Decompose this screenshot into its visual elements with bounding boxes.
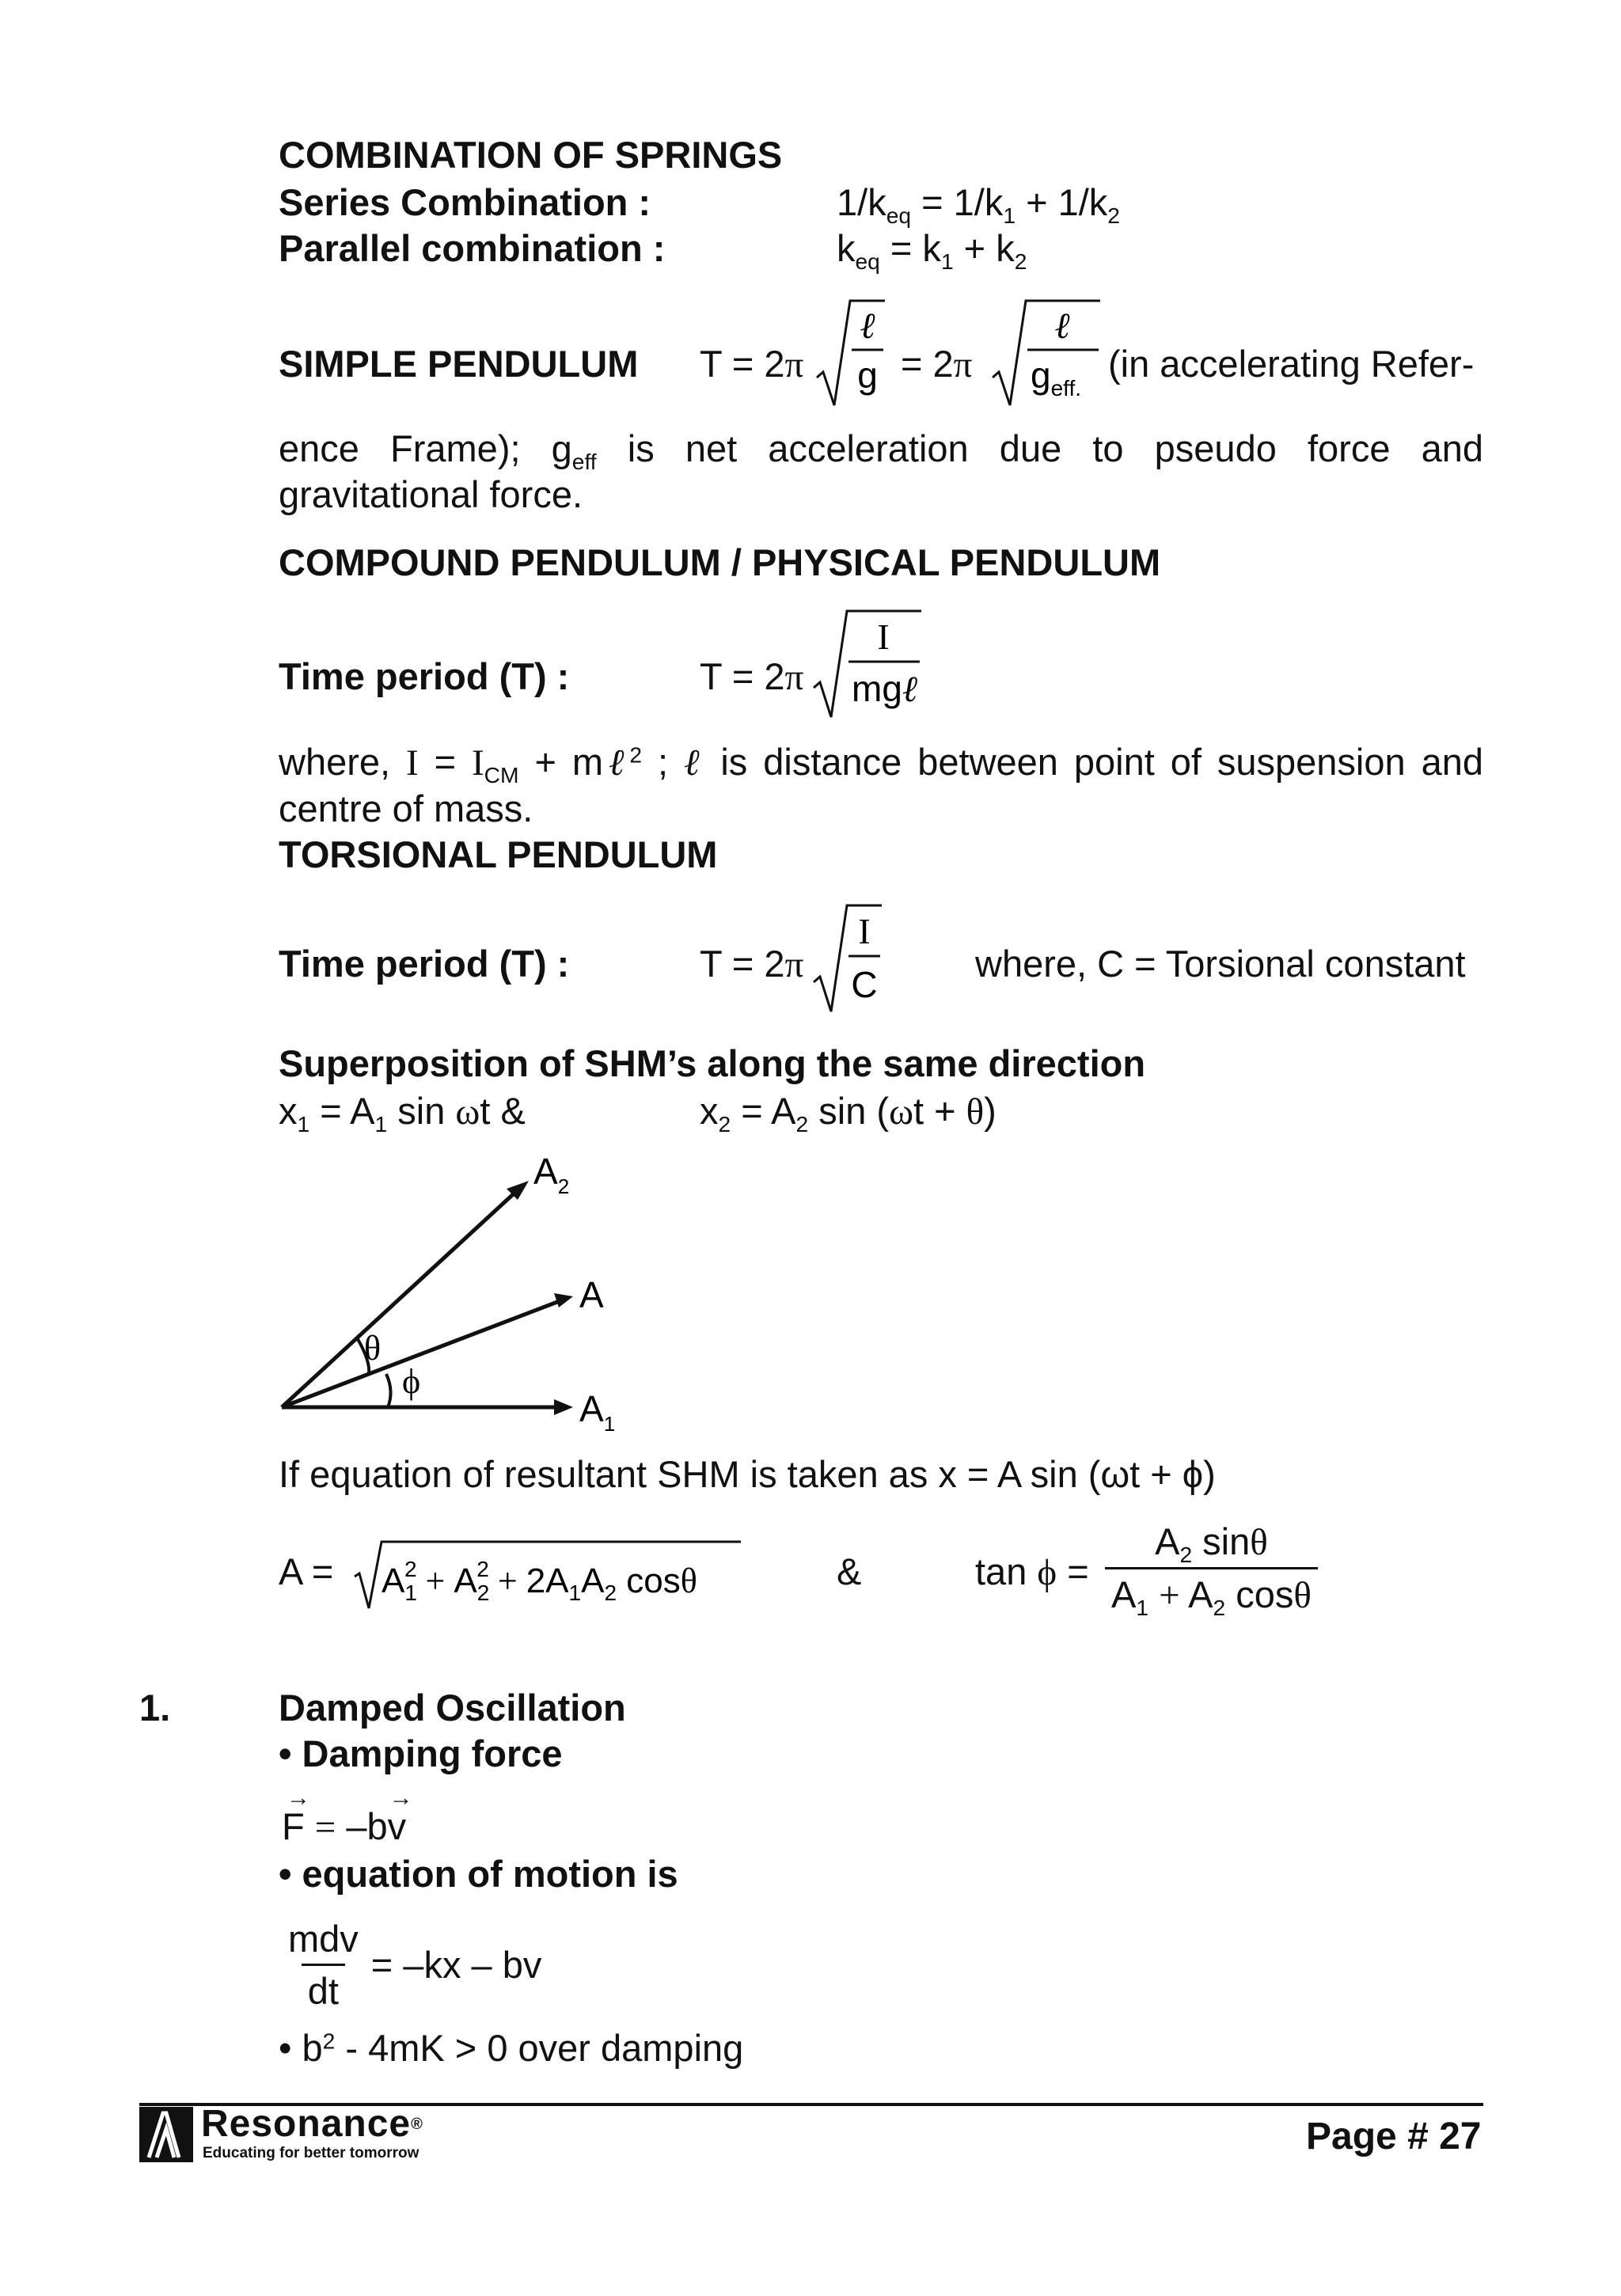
- series-label: Series Combination :: [279, 181, 651, 223]
- compound-where-text: where, $I = I_{CM}$ + mℓ$^2$ ; ℓ is distance between point of suspension and centre of mass.: [279, 741, 1483, 829]
- torsional-heading: TORSIONAL PENDULUM: [279, 833, 718, 875]
- svg-text:I: I: [858, 911, 871, 951]
- theta-label: θ: [364, 1329, 382, 1368]
- phi-label: ϕ: [402, 1362, 421, 1401]
- torsional-where-text: where, C = Torsional constant: [975, 943, 1466, 985]
- sqrt-l-over-geff: [991, 294, 1102, 413]
- svg-text:A12 + A22 + 2A1A2 cosθ: $A_12 + A_22 + 2A_1A_2$ cosθ: [382, 1557, 697, 1605]
- a-label: A: [579, 1274, 604, 1315]
- sqrt-i-over-c: [812, 899, 883, 1018]
- torsional-time-label: Time period (T) :: [279, 943, 570, 985]
- a1-label: $A_1$: [579, 1388, 616, 1436]
- simple-pendulum-formula-prefix: T = 2π: [700, 343, 804, 385]
- equals-2pi: = 2π: [901, 343, 973, 385]
- phasor-a1-arrowhead: [554, 1399, 573, 1415]
- simple-pendulum-heading: SIMPLE PENDULUM: [279, 343, 639, 385]
- phasor-a-arrowhead: [554, 1293, 573, 1307]
- svg-text:C: C: [851, 964, 878, 1005]
- page-number: Page # 27: [1306, 2116, 1482, 2157]
- simple-pendulum-text: ence Frame); $g_{eff}$ is net acceleration due to pseudo force and gravitational force.: [279, 427, 1483, 515]
- accelerating-note: (in accelerating Refer-: [1108, 343, 1475, 385]
- x1-equation: $x_1 = A_1$ sin ωt &: [279, 1090, 526, 1137]
- sqrt-l-over-g: [815, 294, 886, 413]
- amplitude-sqrt: [353, 1535, 749, 1615]
- series-formula: $1/k_{eq} = 1/k_1 + 1/k_2$: [837, 181, 1120, 228]
- svg-text:geff.: $g_{eff.}$: [1031, 355, 1081, 400]
- torsional-formula-prefix: T = 2π: [700, 943, 804, 985]
- resultant-text: If equation of resultant SHM is taken as x = A sin (ωt + ϕ): [279, 1453, 1216, 1495]
- brand-tagline: Educating for better tomorrow: [203, 2145, 419, 2161]
- amplitude-ampersand: &: [837, 1550, 862, 1592]
- svg-text:mgℓ: mgℓ: [852, 668, 918, 709]
- springs-heading: COMBINATION OF SPRINGS: [279, 134, 783, 176]
- phasor-a2-line: [282, 1187, 521, 1407]
- parallel-label: Parallel combination :: [279, 227, 666, 269]
- x2-equation: $x_2 = A_2$ sin (ωt + θ): [700, 1090, 997, 1137]
- svg-text:ℓ: ℓ: [1054, 306, 1070, 346]
- amplitude-prefix: A =: [279, 1550, 334, 1592]
- svg-text:ℓ: ℓ: [860, 306, 875, 346]
- tan-phi-prefix: tan ϕ =: [975, 1550, 1089, 1593]
- over-damping-text: • $b^2 - 4mK > 0$ over damping: [279, 2027, 744, 2069]
- a2-label: $A_2$: [533, 1156, 570, 1198]
- phasor-a-line: [282, 1300, 564, 1407]
- tan-phi-fraction: $\frac{A_2 \sin\theta}{A_1 + A_2 \cos\theta}$: [1105, 1520, 1318, 1617]
- compound-heading: COMPOUND PENDULUM / PHYSICAL PENDULUM: [279, 541, 1161, 583]
- equation-of-motion-heading: • equation of motion is: [279, 1853, 678, 1895]
- sqrt-i-over-mgl: [812, 605, 923, 723]
- equation-of-motion-formula: $\frac{\text{mdv}}{dt}$ = –kx – bv: [288, 1918, 542, 2012]
- damping-force-formula: F → = –bv →: [282, 1785, 413, 1848]
- parallel-formula: $k_{eq} = k_1 + k_2$: [837, 227, 1027, 274]
- phasor-diagram: [269, 1156, 633, 1440]
- damped-heading: Damped Oscillation: [279, 1687, 626, 1729]
- damping-force-heading: • Damping force: [279, 1732, 563, 1774]
- section-number: 1.: [139, 1687, 171, 1729]
- phi-arc: [386, 1374, 391, 1407]
- superposition-heading: Superposition of SHM’s along the same direction: [279, 1042, 1146, 1084]
- compound-formula-prefix: T = 2π: [700, 655, 804, 698]
- svg-text:g: g: [857, 355, 878, 396]
- brand-name: Resonance®: [201, 2103, 423, 2145]
- compound-time-label: Time period (T) :: [279, 655, 570, 697]
- svg-text:I: I: [877, 617, 890, 657]
- resonance-logo-icon: [139, 2107, 193, 2162]
